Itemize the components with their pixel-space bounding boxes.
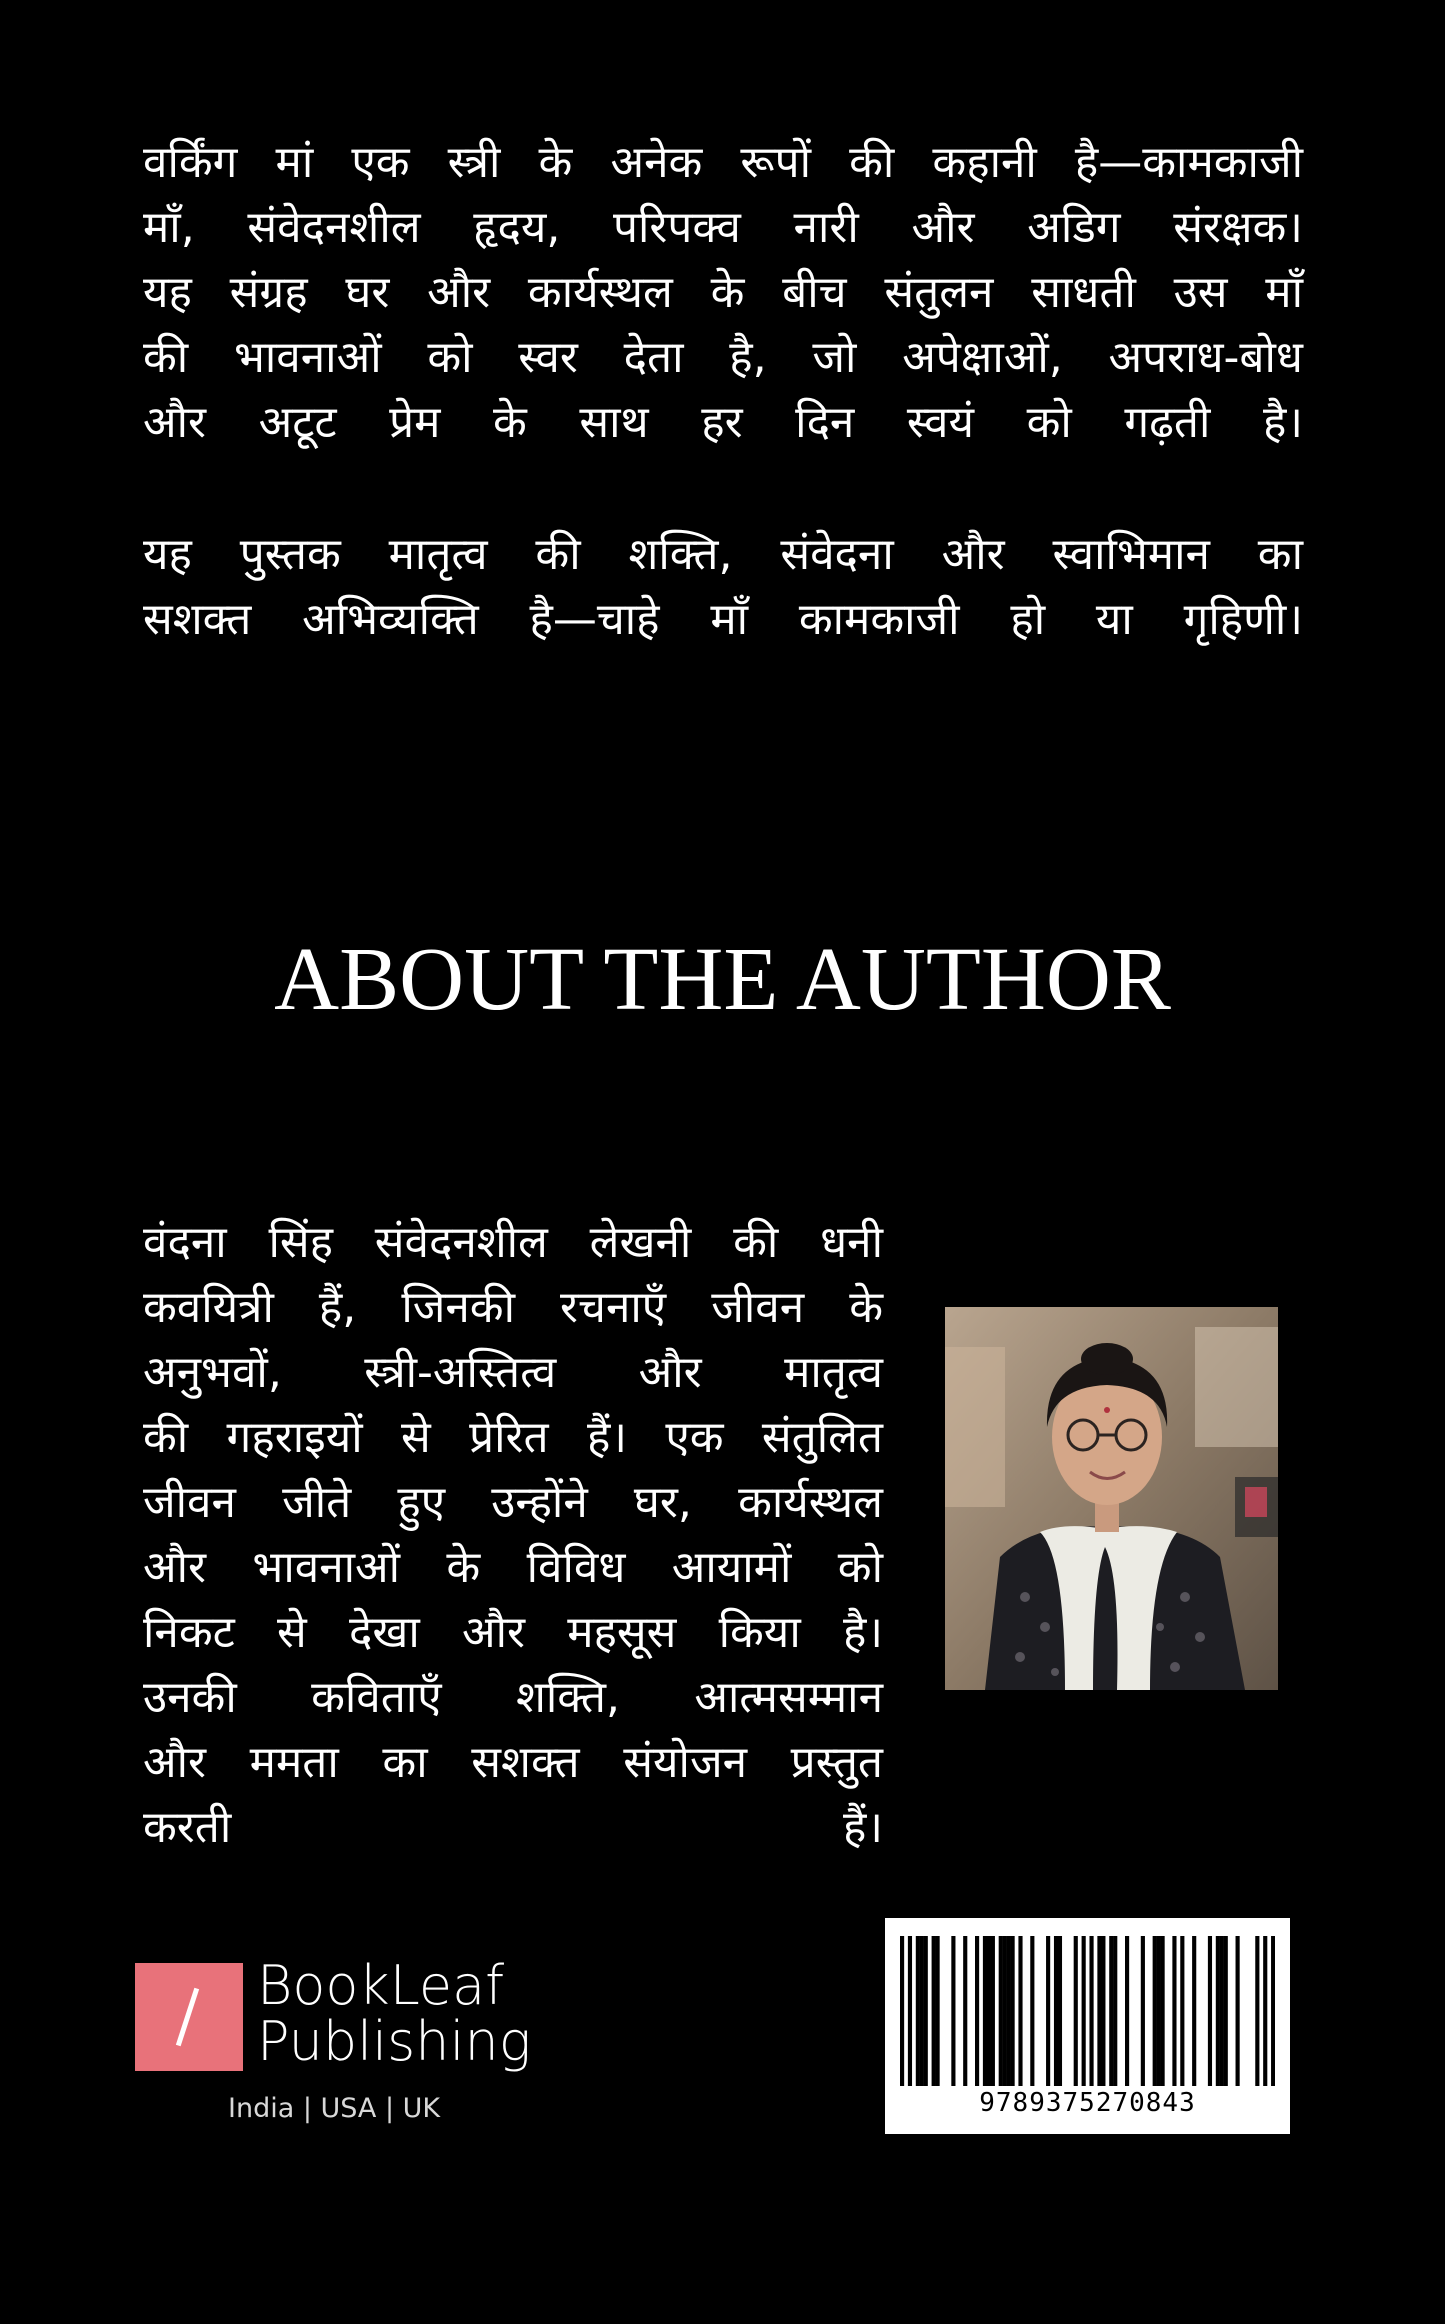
blurb-line: यह पुस्तक मातृत्व की शक्ति, संवेदना और स्वाभिमान का: [143, 529, 1303, 580]
blurb-line: सशक्त अभिव्यक्ति है—चाहे माँ कामकाजी हो या गृहिणी।: [143, 594, 1303, 645]
barcode-bar: [1263, 1936, 1267, 2086]
barcode-bar: [1007, 1936, 1011, 2086]
barcode-bar: [1003, 1936, 1007, 2086]
bio-line: उनकी कविताएँ शक्ति, आत्मसम्मान: [143, 1672, 883, 1723]
blurb-line: और अटूट प्रेम के साथ हर दिन स्वयं को गढ़ती है।: [143, 397, 1303, 448]
bio-line: वंदना सिंह संवेदनशील लेखनी की धनी: [143, 1217, 883, 1268]
bio-line: की गहराइयों से प्रेरित हैं। एक संतुलित: [143, 1412, 883, 1463]
barcode-bar: [1109, 1936, 1113, 2086]
barcode-bar: [1074, 1936, 1078, 2086]
bio-line: और भावनाओं के विविध आयामों को: [143, 1542, 883, 1593]
barcode-bar: [1101, 1936, 1105, 2086]
barcode-bar: [1161, 1936, 1165, 2086]
bio-line: करती हैं।: [143, 1802, 883, 1853]
blurb-line: की भावनाओं को स्वर देता है, जो अपेक्षाओं, अपराध-बोध: [143, 332, 1303, 383]
barcode-bar: [1271, 1936, 1275, 2086]
blurb-line: वर्किंग मां एक स्त्री के अनेक रूपों की कहानी है—कामकाजी: [143, 137, 1303, 188]
barcode-bar: [1046, 1936, 1050, 2086]
barcode-bar: [1113, 1936, 1117, 2086]
barcode-bar: [991, 1936, 995, 2086]
barcode-bar: [1192, 1936, 1196, 2086]
barcode-bar: [999, 1936, 1003, 2086]
barcode-bar: [908, 1936, 912, 2086]
barcode-bar: [916, 1936, 920, 2086]
about-the-author-heading: ABOUT THE AUTHOR: [274, 930, 1171, 1029]
barcode-bar: [1058, 1936, 1062, 2086]
barcode-bar: [1097, 1936, 1101, 2086]
isbn-barcode: [885, 1918, 1290, 2134]
slash-icon: [176, 1988, 199, 2047]
author-photo: [945, 1307, 1278, 1690]
barcode-bar: [1011, 1936, 1015, 2086]
barcode-bar: [1180, 1936, 1184, 2086]
barcode-bar: [1153, 1936, 1157, 2086]
publisher-name-line-2: Publishing: [257, 2010, 532, 2073]
barcode-bar: [900, 1936, 904, 2086]
barcode-bar: [1208, 1936, 1212, 2086]
bio-line: निकट से देखा और महसूस किया है।: [143, 1607, 883, 1658]
barcode-bar: [1018, 1936, 1022, 2086]
barcode-bar: [1089, 1936, 1093, 2086]
bio-line: और ममता का सशक्त संयोजन प्रस्तुत: [143, 1737, 883, 1788]
blurb-line: यह संग्रह घर और कार्यस्थल के बीच संतुलन साधती उस माँ: [143, 267, 1303, 318]
bio-line: कवयित्री हैं, जिनकी रचनाएँ जीवन के: [143, 1282, 883, 1333]
barcode-bar: [1220, 1936, 1224, 2086]
barcode-bar: [1141, 1936, 1145, 2086]
barcode-bar: [1172, 1936, 1176, 2086]
barcode-bar: [932, 1936, 936, 2086]
author-bio: [143, 1210, 883, 1860]
barcode-bar: [1082, 1936, 1086, 2086]
barcode-bar: [963, 1936, 967, 2086]
author-photo-illustration: [945, 1307, 1278, 1690]
bio-line: जीवन जीते हुए उन्होंने घर, कार्यस्थल: [143, 1477, 883, 1528]
barcode-bar: [983, 1936, 987, 2086]
barcode-bar: [1255, 1936, 1259, 2086]
barcode-bar: [1224, 1936, 1228, 2086]
barcode-bar: [1157, 1936, 1161, 2086]
publisher-tagline: India | USA | UK: [228, 2093, 441, 2124]
barcode-bar: [1216, 1936, 1220, 2086]
blurb-line: माँ, संवेदनशील हृदय, परिपक्व नारी और अडिग संरक्षक।: [143, 202, 1303, 253]
barcode-bar: [920, 1936, 924, 2086]
blurb-paragraph-2: [143, 522, 1303, 652]
barcode-bar: [1030, 1936, 1034, 2086]
barcode-bars: [900, 1936, 1275, 2086]
barcode-bar: [924, 1936, 928, 2086]
barcode-bar: [936, 1936, 940, 2086]
barcode-bar: [987, 1936, 991, 2086]
barcode-bar: [1054, 1936, 1058, 2086]
barcode-bar: [975, 1936, 979, 2086]
blurb-paragraph-1: [143, 130, 1303, 455]
publisher-name-line-1: BookLeaf: [257, 1954, 505, 2017]
publisher-logo: [135, 1954, 555, 2133]
barcode-bar: [1125, 1936, 1129, 2086]
barcode-bar: [1236, 1936, 1240, 2086]
bio-line: अनुभवों, स्त्री-अस्तित्व और मातृत्व: [143, 1347, 883, 1398]
publisher-logo-mark: [135, 1963, 243, 2071]
isbn-number: 9789375270843: [979, 2088, 1196, 2118]
barcode-bar: [951, 1936, 955, 2086]
